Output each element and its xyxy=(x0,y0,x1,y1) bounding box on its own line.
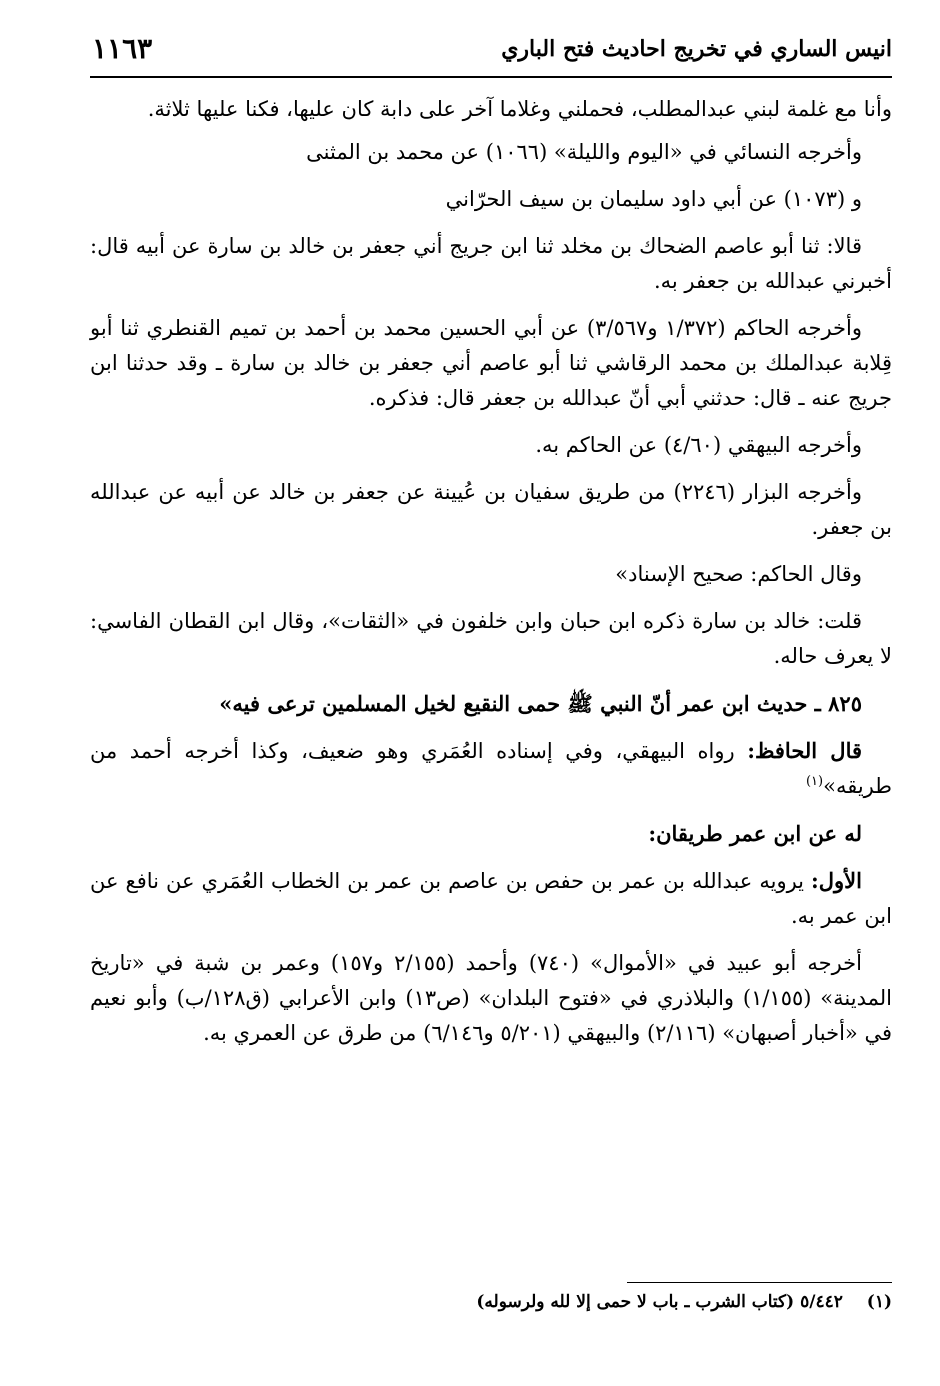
paragraph: وأنا مع غلمة لبني عبدالمطلب، فحملني وغلاما آخر على دابة كان عليها، فكنا عليها ثلاثة. xyxy=(147,97,892,121)
book-page xyxy=(90,30,892,1360)
ways-heading: له عن ابن عمر طريقان: xyxy=(648,821,862,846)
footnote-reference: (١) xyxy=(805,774,824,789)
page-header xyxy=(90,30,892,78)
footnote-text: ٥/٤٤٢ (كتاب الشرب ـ باب لا حمى إلا لله ولرسوله) xyxy=(476,1292,843,1312)
paragraph: وأخرجه البيهقي (٤/٦٠) عن الحاكم به. xyxy=(535,433,862,457)
first-way-paragraph xyxy=(90,863,892,934)
hafiz-label: قال الحافظ: xyxy=(747,738,863,763)
body-text xyxy=(90,92,892,1051)
paragraph: وأخرجه البزار (٢٢٤٦) من طريق سفيان بن عُيينة عن جعفر بن خالد عن أبيه عن عبدالله بن جعفر. xyxy=(90,480,892,539)
running-title: انيس الساري في تخريج احاديث فتح الباري xyxy=(501,36,892,62)
paragraph: و (١٠٧٣) عن أبي داود سليمان بن سيف الحرّاني xyxy=(445,187,862,211)
first-way-text: يرويه عبدالله بن عمر بن حفص بن عاصم بن عمر بن الخطاب العُمَري عن نافع عن ابن عمر به. xyxy=(90,869,892,928)
paragraph: وأخرجه النسائي في «اليوم والليلة» (١٠٦٦) عن محمد بن المثنى xyxy=(306,140,862,164)
hadith-heading: ٨٢٥ ـ حديث ابن عمر أنّ النبي ﷺ حمى النقيع لخيل المسلمين ترعى فيه» xyxy=(219,691,862,716)
hafiz-paragraph xyxy=(90,733,892,804)
paragraph: أخرجه أبو عبيد في «الأموال» (٧٤٠) وأحمد (٢/١٥٥ و١٥٧) وعمر بن شبة في «تاريخ المدينة» (١/١٥٥) والبلاذري في «فتوح البلدان» (ص١٣) وابن الأعرابي (ق١٢٨/ب) وأبو نعيم في «أخبار أصبهان» (٢/١١٦) والبيهقي (٥/٢٠١ و٦/١٤٦) من طرق عن العمري به. xyxy=(90,951,892,1045)
paragraph: قالا: ثنا أبو عاصم الضحاك بن مخلد ثنا ابن جريج أني جعفر بن خالد بن سارة عن أبيه قال: أخبرني عبدالله بن جعفر به. xyxy=(90,234,892,293)
footnote xyxy=(476,1292,892,1312)
hafiz-text: رواه البيهقي، وفي إسناده العُمَري وهو ضعيف، وكذا أخرجه أحمد من طريقه» xyxy=(90,739,892,798)
paragraph: وقال الحاكم: صحيح الإسناد» xyxy=(615,562,862,586)
page-number: ١١٦٣ xyxy=(92,32,153,65)
footnote-separator xyxy=(627,1282,892,1283)
paragraph: قلت: خالد بن سارة ذكره ابن حبان وابن خلفون في «الثقات»، وقال ابن القطان الفاسي: لا يعرف حاله. xyxy=(90,609,892,668)
paragraph: وأخرجه الحاكم (١/٣٧٢ و٣/٥٦٧) عن أبي الحسين محمد بن أحمد بن تميم القنطري ثنا أبو قِلابة عبدالملك بن محمد الرقاشي ثنا أبو عاصم أني جعفر بن خالد بن سارة ـ وقد حدثنا ابن جريج عنه ـ قال: حدثني أبي أنّ عبدالله بن جعفر قال: فذكره. xyxy=(90,316,892,410)
first-way-label: الأول: xyxy=(811,868,862,893)
footnote-number: (١) xyxy=(866,1292,892,1312)
